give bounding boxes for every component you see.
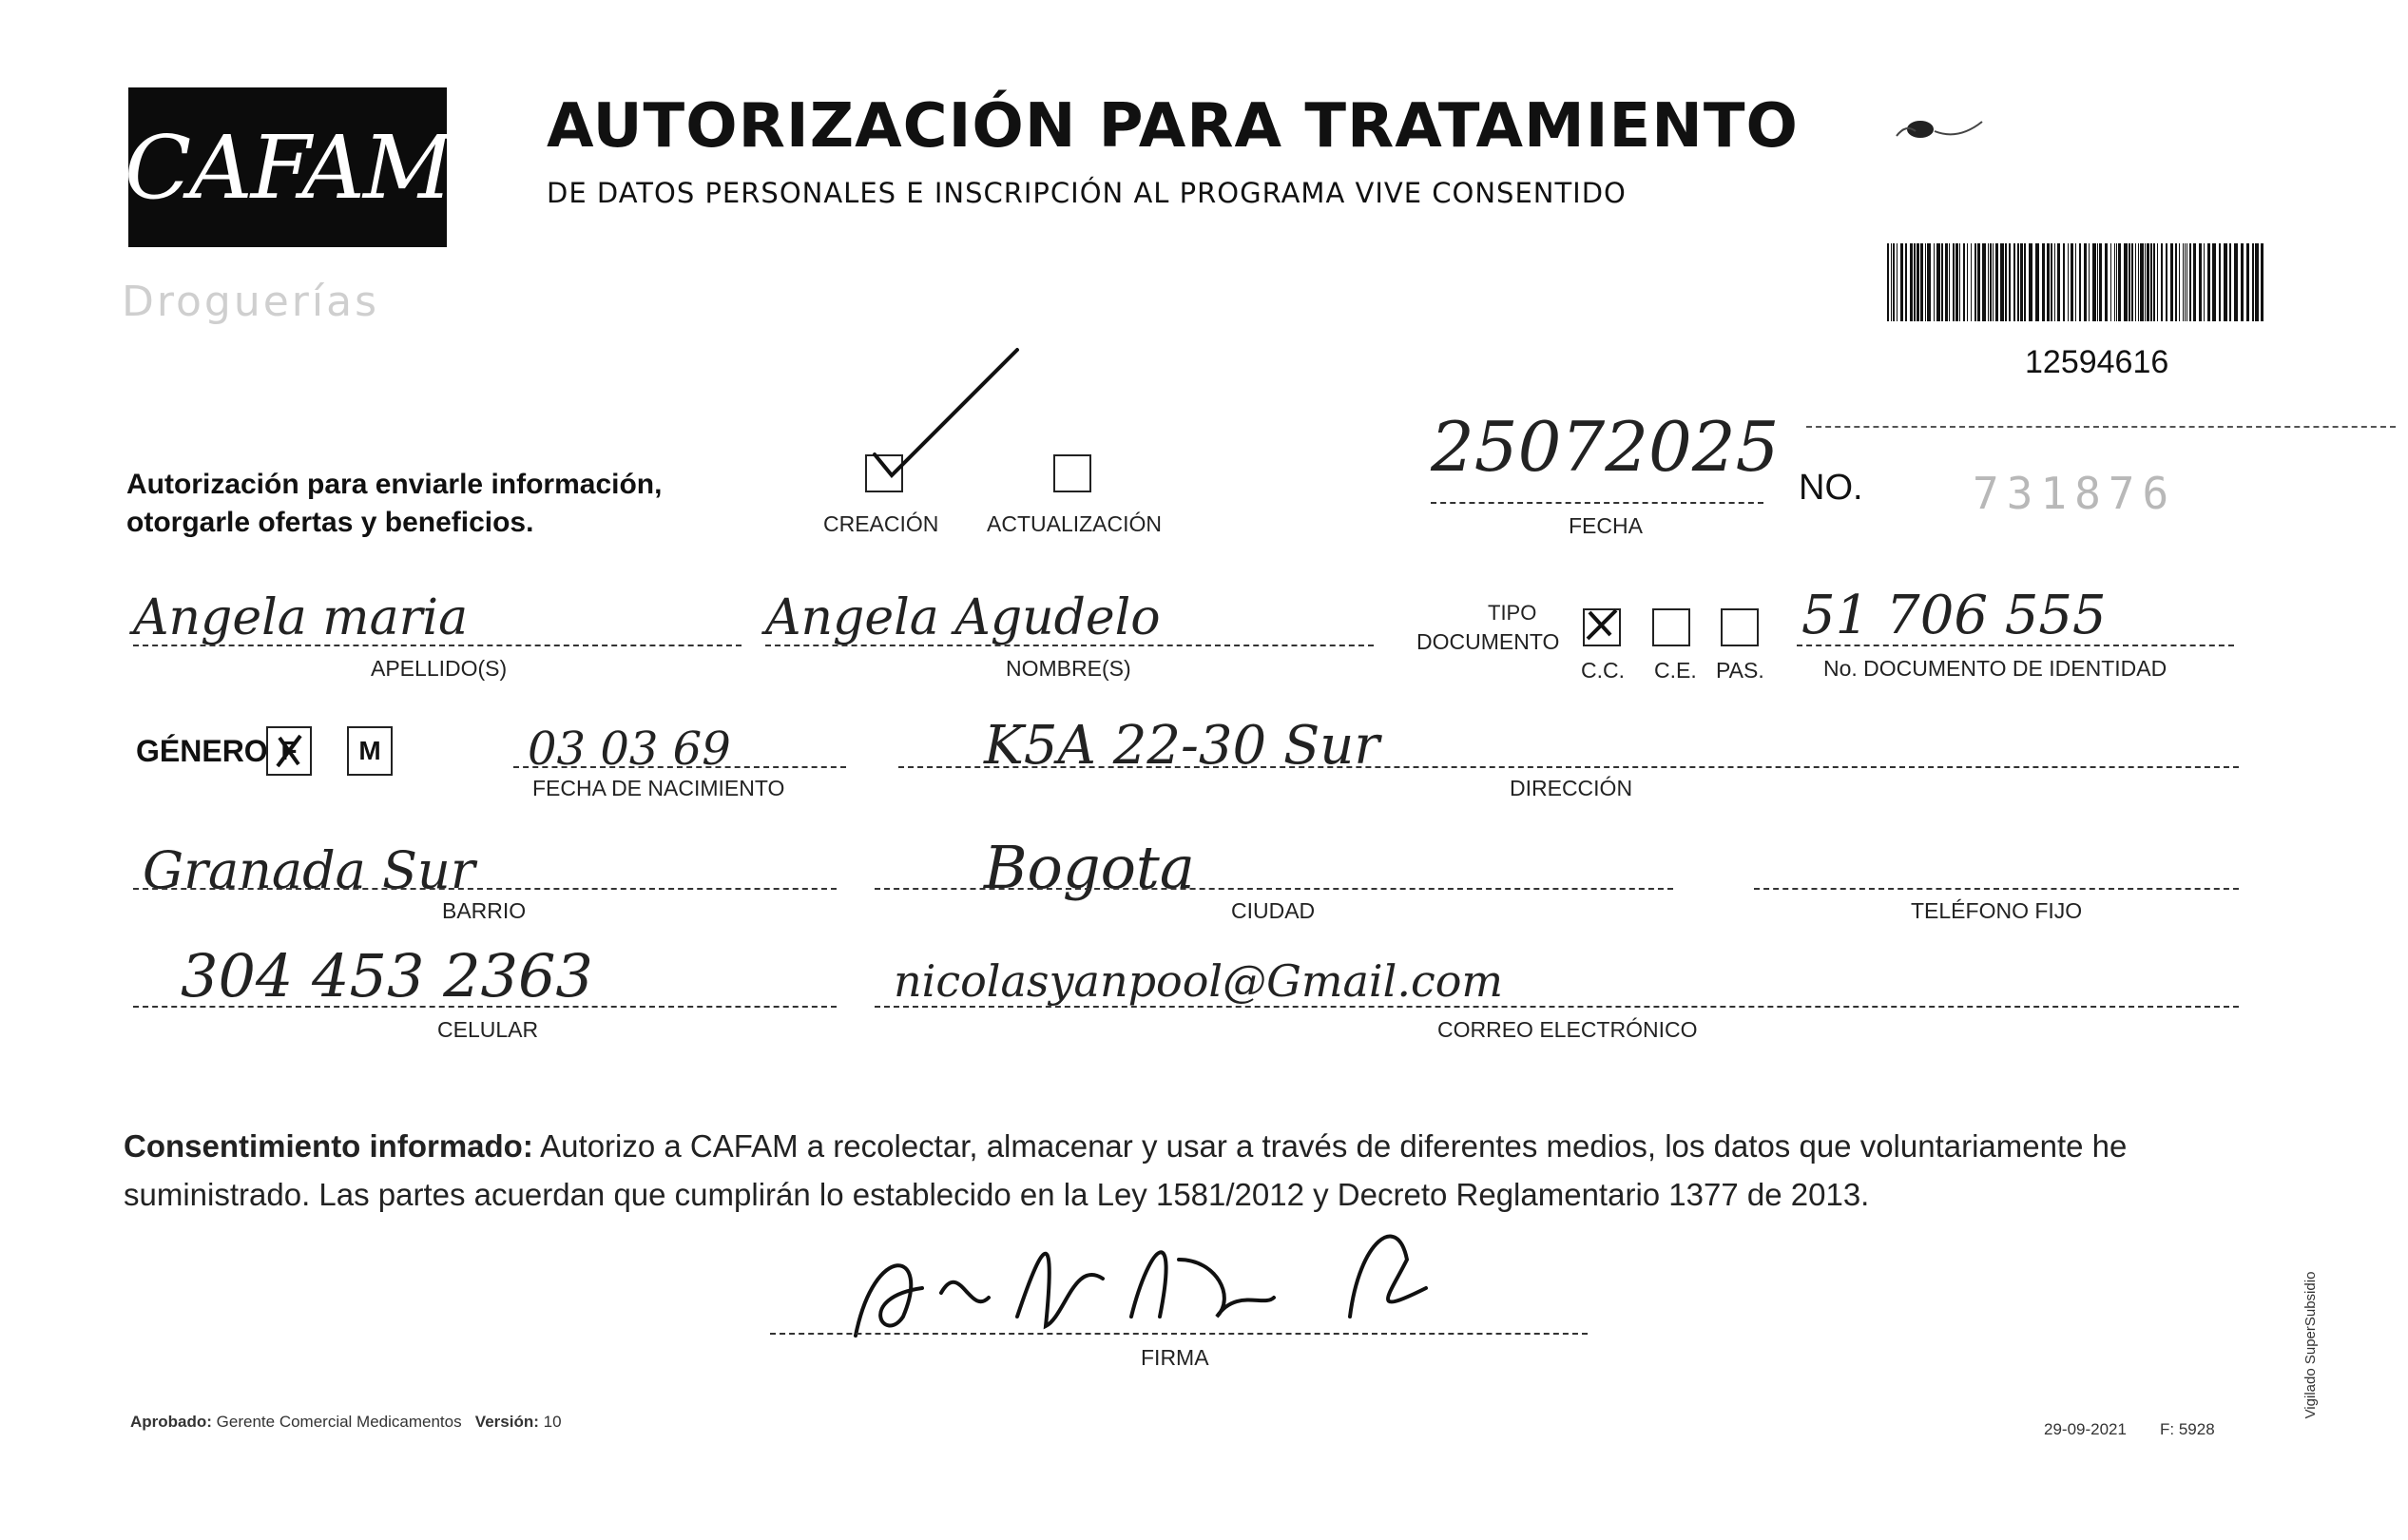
document-subtitle: DE DATOS PERSONALES E INSCRIPCIÓN AL PROGRAMA VIVE CONSENTIDO	[547, 177, 1627, 209]
barrio-line[interactable]	[133, 888, 837, 890]
auth-text-line2: otorgarle ofertas y beneficios.	[126, 507, 534, 538]
barcode-bar	[2013, 243, 2015, 321]
pas-label: PAS.	[1716, 658, 1764, 683]
barcode-bar	[2089, 243, 2090, 321]
barcode-bar	[2135, 243, 2136, 321]
fecha-label: FECHA	[1569, 513, 1643, 538]
barcode-bar	[2005, 243, 2007, 321]
barcode-bar	[1975, 243, 1976, 321]
genero-f-check-icon	[268, 728, 310, 774]
checkmark-icon	[856, 342, 1046, 485]
correo-line[interactable]	[875, 1006, 2239, 1008]
correo-label: CORREO ELECTRÓNICO	[1437, 1017, 1698, 1042]
barcode-bar	[1941, 243, 1943, 321]
barcode-bar	[2193, 243, 2196, 321]
direccion-label: DIRECCIÓN	[1510, 776, 1633, 800]
barcode-bar	[2157, 243, 2158, 321]
barcode-bar	[2114, 243, 2115, 321]
barcode-bar	[2229, 243, 2231, 321]
auth-text-line1: Autorización para enviarle información,	[126, 469, 663, 500]
barcode-bar	[2020, 243, 2023, 321]
barcode-bar	[2099, 243, 2102, 321]
barcode-bar	[2092, 243, 2096, 321]
barcode-bar	[1914, 243, 1916, 321]
barcode-bar	[2129, 243, 2130, 321]
creacion-label: CREACIÓN	[823, 511, 939, 536]
apellido-label: APELLIDO(S)	[371, 656, 508, 681]
barcode-bar	[1990, 243, 1992, 321]
celular-value: 304 453 2363	[181, 941, 593, 1011]
barcode-bar	[2219, 243, 2221, 321]
signature-image	[818, 1203, 1502, 1355]
barcode-bar	[1959, 243, 1960, 321]
ink-mark-icon	[1887, 112, 1992, 150]
barcode-bar	[2124, 243, 2128, 321]
barcode-bar	[2024, 243, 2026, 321]
barcode-bar	[2212, 243, 2216, 321]
no-value: 731876	[1973, 468, 2177, 519]
footer-form-code: F: 5928	[2160, 1420, 2215, 1438]
no-label: NO.	[1799, 468, 1863, 508]
barcode-bar	[1887, 243, 1889, 321]
telefono-label: TELÉFONO FIJO	[1911, 898, 2083, 923]
barcode-bar	[2009, 243, 2011, 321]
barcode-bar	[2138, 243, 2139, 321]
barcode-bar	[1893, 243, 1895, 321]
documento-label: No. DOCUMENTO DE IDENTIDAD	[1823, 656, 2167, 681]
barcode-bar	[1949, 243, 1950, 321]
barcode-bar	[2097, 243, 2098, 321]
tipo-label-2: DOCUMENTO	[1416, 629, 1560, 654]
barcode-bar	[2147, 243, 2149, 321]
direccion-value: K5A 22-30 Sur	[984, 715, 1380, 777]
barcode-bar	[2131, 243, 2133, 321]
barcode-bar	[2116, 243, 2117, 321]
version-label: Versión:	[474, 1413, 539, 1431]
barcode-bar	[2261, 243, 2264, 321]
barrio-label: BARRIO	[442, 898, 527, 923]
actualizacion-label: ACTUALIZACIÓN	[987, 511, 1163, 536]
barcode-bar	[2166, 243, 2167, 321]
barcode-bar	[2042, 243, 2045, 321]
barcode-bar	[2054, 243, 2055, 321]
signature-label: FIRMA	[1141, 1345, 1209, 1370]
barcode-bar	[2000, 243, 2004, 321]
direccion-line[interactable]	[898, 766, 2239, 768]
auth-text	[126, 466, 662, 542]
footer-approval	[130, 1413, 562, 1432]
barcode-bar	[2153, 243, 2155, 321]
document-title: AUTORIZACIÓN PARA TRATAMIENTO	[547, 91, 1799, 162]
barcode-bar	[1963, 243, 1965, 321]
barcode-bar	[2170, 243, 2173, 321]
barcode-bar	[2199, 243, 2202, 321]
barcode-bar	[1953, 243, 1955, 321]
barcode	[1887, 243, 2267, 321]
ciudad-value: Bogota	[984, 833, 1195, 902]
barcode-bar	[1900, 243, 1903, 321]
barcode-bar	[2207, 243, 2210, 321]
aprobado-value: Gerente Comercial Medicamentos	[216, 1413, 462, 1431]
barcode-bar	[2145, 243, 2146, 321]
fecha-value: 25072025	[1431, 407, 1780, 487]
barcode-bar	[2035, 243, 2039, 321]
barcode-bar	[2029, 243, 2032, 321]
barcode-bar	[2246, 243, 2249, 321]
barcode-bar	[2047, 243, 2050, 321]
documento-line[interactable]	[1797, 645, 2234, 646]
barcode-bar	[1920, 243, 1923, 321]
logo-subtitle: Droguerías	[122, 278, 380, 326]
actualizacion-checkbox[interactable]	[1053, 454, 1091, 492]
barcode-bar	[1967, 243, 1968, 321]
cc-label: C.C.	[1581, 658, 1625, 683]
documento-value: 51 706 555	[1801, 585, 2107, 646]
barcode-bar	[1905, 243, 1907, 321]
barcode-bar	[2118, 243, 2121, 321]
genero-m-checkbox[interactable]	[347, 726, 393, 776]
barcode-bar	[1917, 243, 1919, 321]
cafam-logo	[124, 87, 452, 247]
barcode-bar	[2068, 243, 2069, 321]
celular-label: CELULAR	[437, 1017, 539, 1042]
barcode-bar	[2075, 243, 2076, 321]
footer-date: 29-09-2021	[2044, 1420, 2127, 1438]
barcode-bar	[1927, 243, 1931, 321]
barcode-bar	[2186, 243, 2187, 321]
tipo-label-1: TIPO	[1488, 601, 1537, 625]
barcode-bar	[2175, 243, 2177, 321]
nacimiento-label: FECHA DE NACIMIENTO	[532, 776, 785, 800]
aprobado-label: Aprobado:	[130, 1413, 212, 1431]
ce-checkbox[interactable]	[1652, 608, 1690, 646]
barcode-bar	[1993, 243, 1994, 321]
barcode-bar	[2252, 243, 2254, 321]
barcode-bar	[1936, 243, 1940, 321]
barcode-number: 12594616	[2025, 344, 2169, 380]
barcode-bar	[2063, 243, 2065, 321]
barcode-bar	[2071, 243, 2073, 321]
barcode-bar	[2255, 243, 2259, 321]
barcode-bar	[2179, 243, 2180, 321]
barcode-bar	[2204, 243, 2205, 321]
barcode-bar	[2110, 243, 2111, 321]
barcode-bar	[2241, 243, 2244, 321]
barcode-bar	[2185, 243, 2186, 321]
barcode-bar	[1945, 243, 1948, 321]
barcode-bar	[2105, 243, 2108, 321]
barcode-bar	[2189, 243, 2191, 321]
nacimiento-value: 03 03 69	[528, 722, 731, 776]
barcode-bar	[1977, 243, 1980, 321]
fecha-line	[1431, 502, 1763, 504]
barcode-bar	[1971, 243, 1972, 321]
consent-text: Autorizo a CAFAM a recolectar, almacenar y usar a través de diferentes medios, los datos que voluntariamente he suministrado. Las partes acuerdan que cumplirán lo establecido en la Ley 1581/2012 y Decreto Reglamentario 1377 de 2013.	[124, 1128, 2128, 1212]
apellido-value: Angela maria	[133, 589, 469, 646]
nombre-line[interactable]	[765, 645, 1374, 646]
barcode-bar	[2017, 243, 2019, 321]
barcode-bar	[1995, 243, 1998, 321]
telefono-line[interactable]	[1754, 888, 2239, 890]
divider-line	[1806, 426, 2396, 428]
barcode-bar	[1982, 243, 1986, 321]
barcode-bar	[2084, 243, 2087, 321]
barcode-bar	[2161, 243, 2163, 321]
correo-value: nicolasyanpool@Gmail.com	[894, 955, 1504, 1007]
apellido-line[interactable]	[133, 645, 742, 646]
barcode-bar	[1891, 243, 1892, 321]
version-value: 10	[543, 1413, 562, 1431]
barcode-bar	[1955, 243, 1958, 321]
barcode-bar	[2051, 243, 2052, 321]
nombre-label: NOMBRE(S)	[1006, 656, 1131, 681]
consent-lead: Consentimiento informado:	[124, 1128, 533, 1164]
celular-line[interactable]	[133, 1006, 837, 1008]
barcode-bar	[1925, 243, 1926, 321]
ciudad-label: CIUDAD	[1231, 898, 1316, 923]
barcode-bar	[2057, 243, 2060, 321]
genero-label: GÉNERO	[136, 734, 268, 768]
signature-line[interactable]	[770, 1333, 1588, 1335]
cc-check-icon	[1578, 601, 1626, 648]
barcode-bar	[2224, 243, 2227, 321]
barcode-bar	[2183, 243, 2184, 321]
barcode-bar	[1897, 243, 1898, 321]
barcode-bar	[2140, 243, 2144, 321]
nombre-value: Angela Agudelo	[765, 589, 1161, 646]
footer-side-text: Vigilado SuperSubsidio	[2302, 1271, 2319, 1419]
barcode-bar	[1910, 243, 1913, 321]
ce-label: C.E.	[1654, 658, 1697, 683]
barcode-bar	[2234, 243, 2238, 321]
pas-checkbox[interactable]	[1721, 608, 1759, 646]
nacimiento-line[interactable]	[513, 766, 846, 768]
barcode-bar	[2079, 243, 2081, 321]
logo-text: CAFAM	[124, 116, 452, 219]
genero-f-label: F	[280, 736, 298, 765]
genero-m-label: M	[358, 736, 381, 765]
ciudad-line[interactable]	[875, 888, 1673, 890]
barcode-bar	[1988, 243, 1989, 321]
barcode-bar	[2150, 243, 2152, 321]
barrio-value: Granada Sur	[143, 840, 475, 900]
barcode-bar	[1934, 243, 1935, 321]
